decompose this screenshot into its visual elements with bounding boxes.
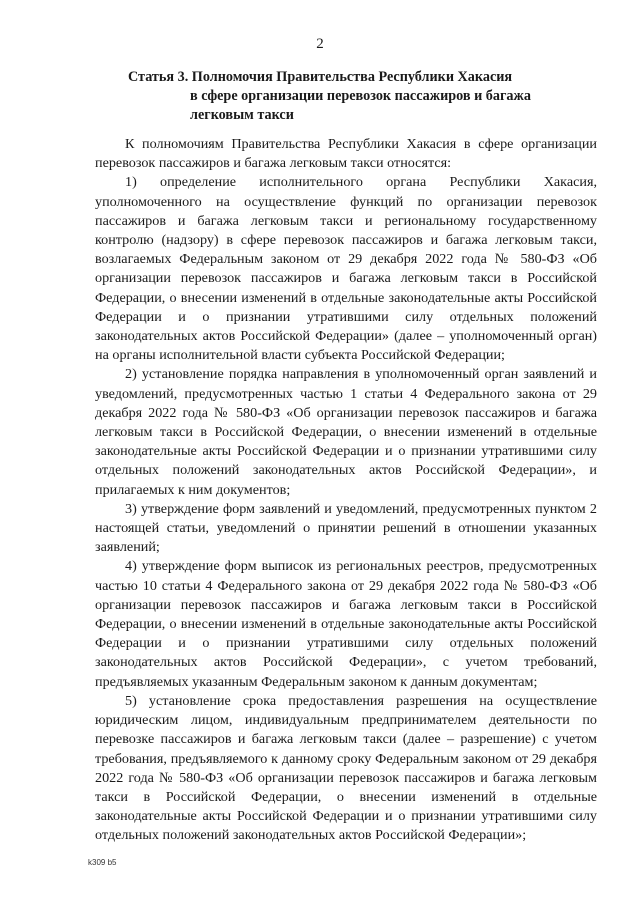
- list-item-4: 4) утверждение форм выписок из региональных реестров, предусмотренных частью 10 статьи 4 Федерального закона от 29 декабря 2022 года № 580-ФЗ «Об организации перевозок пассажиров и багажа легковым такси в Российской Федерации, о внесении изменений в отдельные законодательные акты Российской Федерации и о признании утратившими силу отдельных положений законодательных актов Российской Федерации», с учетом требований, предъявляемых указанным Федеральным законом к данным документам;: [95, 558, 597, 690]
- heading-line-3: легковым такси: [190, 107, 294, 123]
- page-number: 2: [316, 36, 324, 52]
- list-item-5: 5) установление срока предоставления разрешения на осуществление юридическим лицом, индивидуальным предпринимателем деятельности по перевозке пассажиров и багажа легковым такси (далее – разрешение) с учетом требования, предъявляемого к данному сроку Федеральным законом от 29 декабря 2022 года № 580-ФЗ «Об организации перевозок пассажиров и багажа легковым такси в Российской Федерации, о внесении изменений в отдельные законодательные акты Российской Федерации и о признании утратившими силу отдельных положений законодательных актов Российской Федерации»;: [95, 692, 597, 844]
- article-body: [95, 135, 597, 846]
- intro-paragraph: К полномочиям Правительства Республики Хакасия в сфере организации перевозок пассажиров и багажа легковым такси относятся:: [95, 136, 597, 172]
- heading-line-2: в сфере организации перевозок пассажиров и багажа: [190, 88, 531, 104]
- footer-code: k309 b5: [88, 858, 117, 867]
- list-item-2: 2) установление порядка направления в уполномоченный орган заявлений и уведомлений, предусмотренных частью 1 статьи 4 Федерального закона от 29 декабря 2022 года № 580-ФЗ «Об организации перевозок пассажиров и багажа легковым такси в Российской Федерации, о внесении изменений в отдельные законодательные акты Российской Федерации и о признании утратившими силу отдельных положений законодательных актов Российской Федерации», и прилагаемых к ним документов;: [95, 366, 597, 498]
- heading-line-1: Статья 3. Полномочия Правительства Республики Хакасия: [128, 69, 513, 85]
- article-heading: [128, 68, 548, 125]
- list-item-3: 3) утверждение форм заявлений и уведомлений, предусмотренных пунктом 2 настоящей статьи, уведомлений о принятии решений в отношении указанных заявлений;: [95, 500, 597, 556]
- list-item-1: 1) определение исполнительного органа Республики Хакасия, уполномоченного на осуществление функций по организации перевозок пассажиров и багажа легковым такси и региональному государственному контролю (надзору) в сфере перевозок пассажиров и багажа легковым такси, возлагаемых Федеральным законом от 29 декабря 2022 года № 580-ФЗ «Об организации перевозок пассажиров и багажа легковым такси в Российской Федерации, о внесении изменений в отдельные законодательные акты Российской Федерации и о признании утратившими силу отдельных положений законодательных актов Российской Федерации» (далее – уполномоченный орган) на органы исполнительной власти субъекта Российской Федерации;: [95, 174, 597, 364]
